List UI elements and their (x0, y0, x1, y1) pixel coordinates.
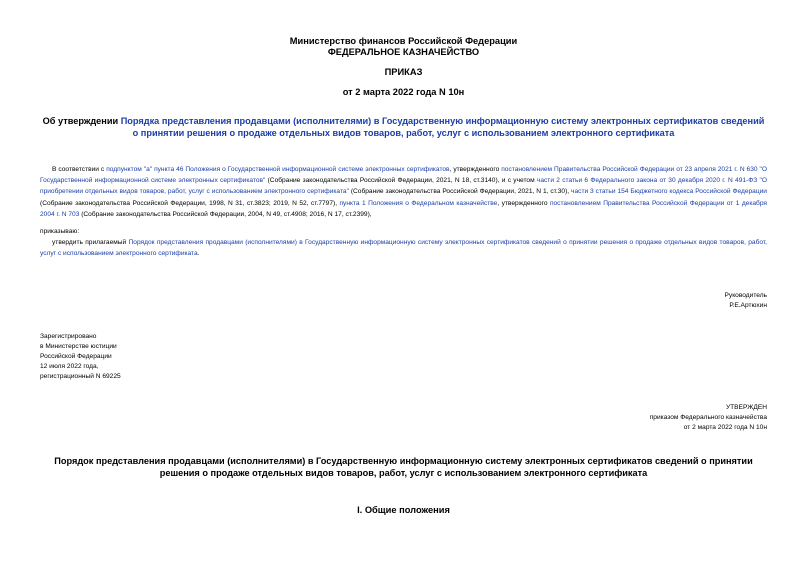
approve-paragraph (40, 237, 767, 259)
approved-line2: от 2 марта 2022 года N 10н (683, 424, 767, 431)
approve-suffix: . (197, 250, 200, 258)
procedure-title: Порядок представления продавцами (исполнителями) в Государственную информационную систему электронных сертификатов сведений о принятии решения о продаже отдельных видов товаров, работ, услуг с использованием электронного сертификата (54, 456, 753, 478)
preamble-text: (Собрание законодательства Российской Федерации, 1998, N 31, ст.3823; 2019, N 52, ст.7797), (40, 199, 340, 207)
preamble-link[interactable]: подпунктом "а" пункта 46 Положения о Государственной информационной системе электронных сертификатов (106, 166, 450, 173)
preamble-link[interactable]: части 3 статьи 154 Бюджетного кодекса Российской Федерации (571, 188, 767, 196)
signature-block (725, 291, 767, 311)
registration-block (40, 332, 121, 382)
registration-line: 12 июля 2022 года, (40, 363, 99, 370)
registration-line: Зарегистрировано (40, 333, 97, 340)
preamble-text: , утвержденного (449, 166, 502, 173)
approved-line1: приказом Федерального казначейства (649, 414, 767, 421)
signature-name: Р.Е.Артюхин (729, 302, 767, 309)
preamble-text: , утвержденного (497, 199, 550, 207)
agency-name: ФЕДЕРАЛЬНОЕ КАЗНАЧЕЙСТВО (327, 47, 480, 57)
preamble-link[interactable]: пункта 1 Положения о Федеральном казначействе (339, 199, 498, 207)
preamble-paragraph (40, 164, 767, 220)
preamble-link[interactable]: части 2 статьи 6 Федерального закона от 30 декабря 2020 г. N 491-ФЗ "О приобретении отдельных видов товаров, работ, услуг с использованием электронного сертификата" (40, 177, 767, 196)
title-link[interactable]: Порядка представления продавцами (исполнителями) в Государственную информационную систему электронных сертификатов сведений о принятии решения о продаже отдельных видов товаров, работ, услуг с использованием электронного сертификата (120, 116, 765, 138)
order-word: приказываю: (40, 228, 80, 235)
preamble-link[interactable]: постановлением Правительства Российской Федерации от 1 декабря 2004 г. N 703 (40, 199, 767, 218)
approved-word: УТВЕРЖДЕН (725, 404, 767, 411)
registration-line: Российской Федерации (40, 353, 112, 360)
preamble-text: В соответствии с (52, 166, 107, 173)
approved-block (650, 403, 767, 433)
signature-position: Руководитель (724, 292, 767, 299)
preamble-link[interactable]: постановлением Правительства Российской Федерации от 23 апреля 2021 г. N 630 "О Государственной информационной системе электронных сертификатов" (40, 166, 767, 185)
preamble-text: (Собрание законодательства Российской Федерации, 2004, N 49, ст.4908; 2016, N 17, ст.2399), (79, 210, 372, 218)
preamble-text: (Собрание законодательства Российской Федерации, 2021, N 1, ст.30), (348, 188, 572, 196)
section-title: I. Общие положения (357, 505, 450, 515)
title-prefix: Об утверждении (42, 116, 121, 126)
document-title (40, 115, 767, 139)
document-date-number: от 2 марта 2022 года N 10н (342, 87, 465, 97)
ministry-name: Министерство финансов Российской Федерации (289, 36, 518, 46)
document-type: ПРИКАЗ (384, 67, 423, 77)
approve-link[interactable]: Порядок представления продавцами (исполнителями) в Государственную информационную систему электронных сертификатов сведений о принятии решения о продаже отдельных видов товаров, работ, услуг с использованием электронного сертификата (40, 239, 767, 258)
registration-line: в Министерстве юстиции (40, 343, 117, 350)
approve-prefix: утвердить прилагаемый (52, 239, 129, 246)
registration-line: регистрационный N 69225 (40, 373, 121, 380)
preamble-text: (Собрание законодательства Российской Федерации, 2021, N 18, ст.3140), и с учетом (265, 177, 537, 185)
